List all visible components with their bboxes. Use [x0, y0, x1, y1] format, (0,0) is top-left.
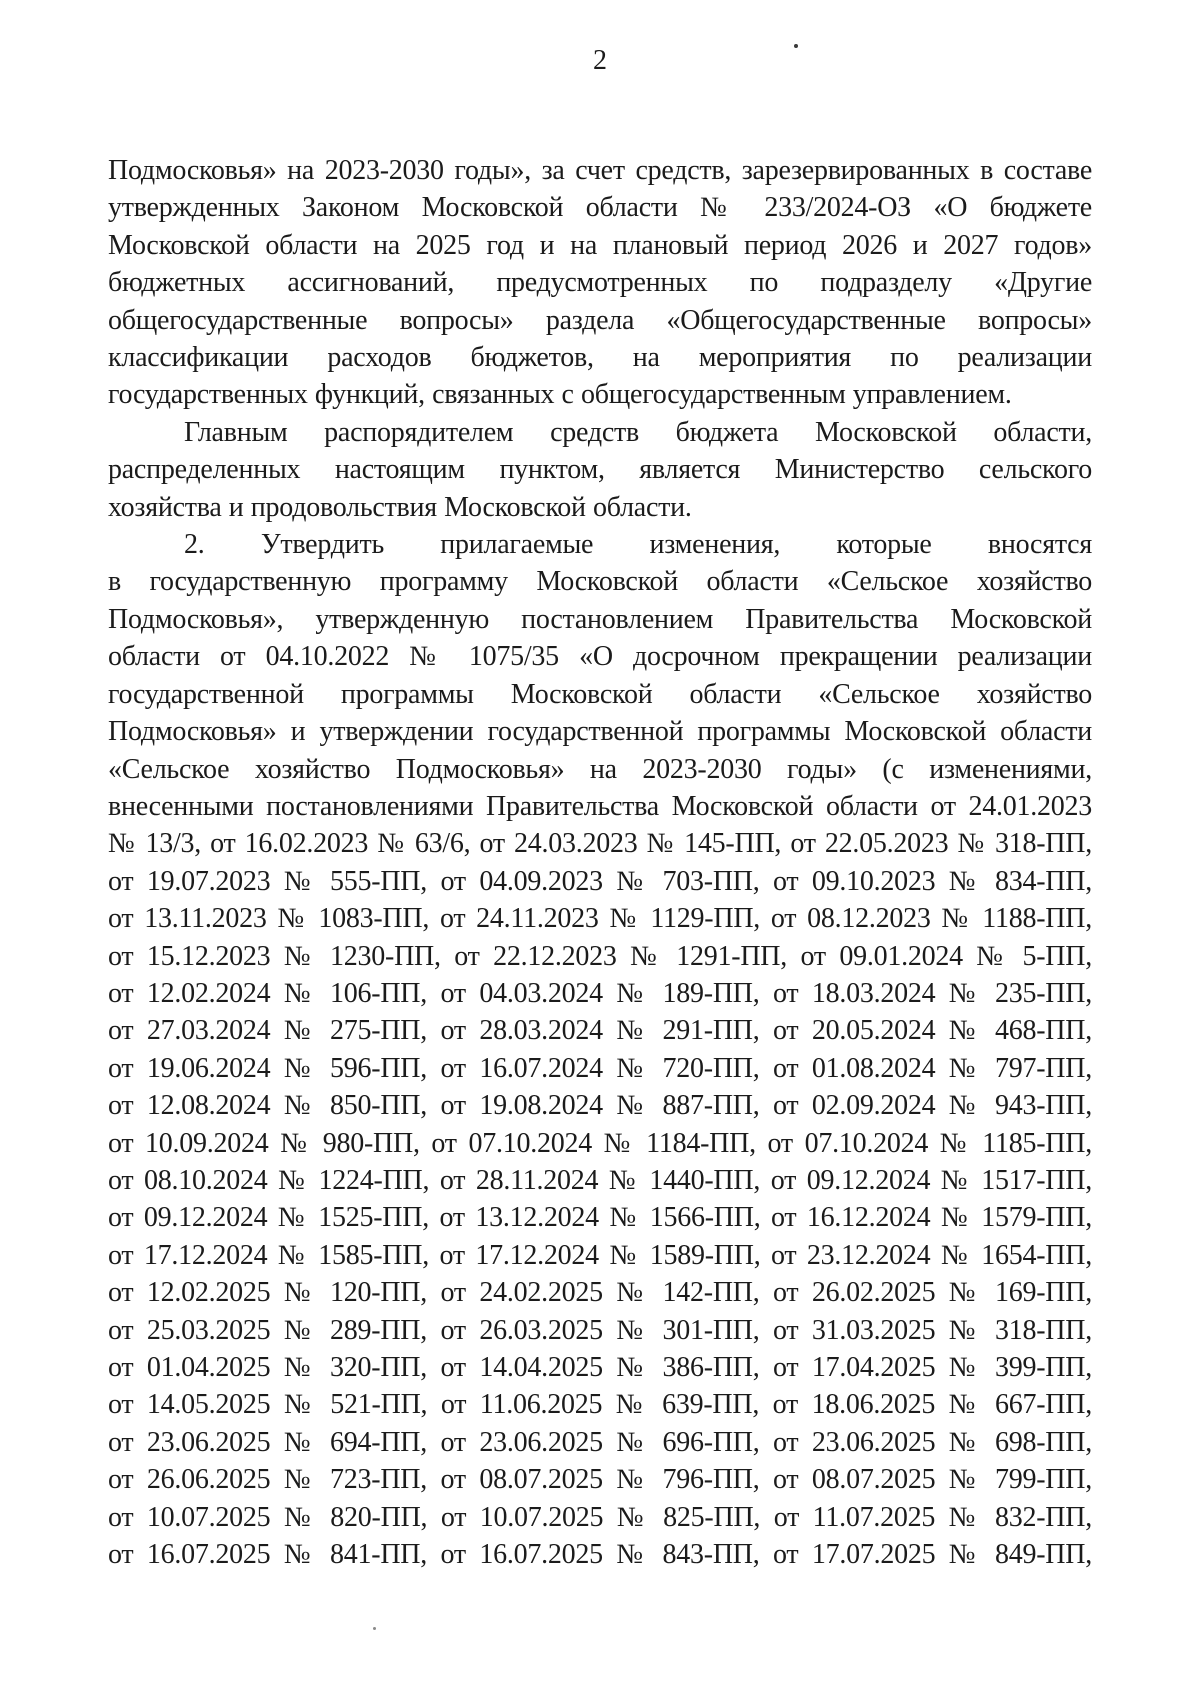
- text-line: распределенных настоящим пунктом, является Министерство сельского: [108, 454, 1092, 486]
- text-line: Главным распорядителем средств бюджета Московской области,: [184, 416, 1092, 448]
- text-line: внесенными постановлениями Правительства Московской области от 24.01.2023: [108, 790, 1092, 822]
- text-line: от 14.05.2025 № 521-ПП, от 11.06.2025 № 639-ПП, от 18.06.2025 № 667-ПП,: [108, 1389, 1092, 1421]
- page-number: 2: [593, 45, 607, 76]
- text-line: № 13/3, от 16.02.2023 № 63/6, от 24.03.2023 № 145-ПП, от 22.05.2023 № 318-ПП,: [108, 828, 1092, 860]
- text-line: от 27.03.2024 № 275-ПП, от 28.03.2024 № 291-ПП, от 20.05.2024 № 468-ПП,: [108, 1015, 1092, 1047]
- text-line: от 01.04.2025 № 320-ПП, от 14.04.2025 № 386-ПП, от 17.04.2025 № 399-ПП,: [108, 1352, 1092, 1383]
- text-line: Московской области на 2025 год и на плановый период 2026 и 2027 годов»: [108, 229, 1092, 261]
- text-line: государственных функций, связанных с общегосударственным управлением.: [108, 379, 1012, 411]
- text-line: государственной программы Московской области «Сельское хозяйство: [108, 678, 1092, 710]
- text-line: от 25.03.2025 № 289-ПП, от 26.03.2025 № 301-ПП, от 31.03.2025 № 318-ПП,: [108, 1314, 1092, 1346]
- text-line: от 13.11.2023 № 1083-ПП, от 24.11.2023 № 1129-ПП, от 08.12.2023 № 1188-ПП,: [108, 903, 1092, 935]
- text-line: от 12.08.2024 № 850-ПП, от 19.08.2024 № 887-ПП, от 02.09.2024 № 943-ПП,: [108, 1090, 1092, 1122]
- text-line: Подмосковья», утвержденную постановлением Правительства Московской: [108, 603, 1092, 635]
- text-line: от 17.12.2024 № 1585-ПП, от 17.12.2024 № 1589-ПП, от 23.12.2024 № 1654-ПП,: [108, 1239, 1092, 1271]
- text-line: области от 04.10.2022 № 1075/35 «О досрочном прекращении реализации: [108, 641, 1092, 673]
- document-body: [108, 152, 1092, 1573]
- text-line: общегосударственные вопросы» раздела «Общегосударственные вопросы»: [108, 304, 1092, 336]
- paragraph-chief-administrator: [108, 414, 1092, 526]
- text-line: от 19.07.2023 № 555-ПП, от 04.09.2023 № 703-ПП, от 09.10.2023 № 834-ПП,: [108, 865, 1092, 897]
- text-line: хозяйства и продовольствия Московской области.: [108, 491, 692, 523]
- text-line: 2. Утвердить прилагаемые изменения, которые вносятся: [184, 529, 1092, 561]
- scan-speck-bottom: [373, 1627, 376, 1630]
- text-line: от 10.09.2024 № 980-ПП, от 07.10.2024 № 1184-ПП, от 07.10.2024 № 1185-ПП,: [108, 1127, 1092, 1159]
- paragraph-reserved-budget-funds: [108, 152, 1092, 414]
- text-line: бюджетных ассигнований, предусмотренных по подразделу «Другие: [108, 267, 1092, 299]
- text-line: от 26.06.2025 № 723-ПП, от 08.07.2025 № 796-ПП, от 08.07.2025 № 799-ПП,: [108, 1464, 1092, 1496]
- text-line: утвержденных Законом Московской области № 233/2024-ОЗ «О бюджете: [108, 192, 1092, 224]
- text-line: от 12.02.2024 № 106-ПП, от 04.03.2024 № 189-ПП, от 18.03.2024 № 235-ПП,: [108, 977, 1092, 1009]
- paragraph-item-2-approve-amendments: [108, 526, 1092, 1573]
- text-line: от 12.02.2025 № 120-ПП, от 24.02.2025 № 142-ПП, от 26.02.2025 № 169-ПП,: [108, 1277, 1092, 1309]
- text-line: от 19.06.2024 № 596-ПП, от 16.07.2024 № 720-ПП, от 01.08.2024 № 797-ПП,: [108, 1052, 1092, 1084]
- text-line: Подмосковья» на 2023-2030 годы», за счет средств, зарезервированных в составе: [108, 155, 1092, 186]
- text-line: в государственную программу Московской области «Сельское хозяйство: [108, 566, 1092, 598]
- text-line: от 15.12.2023 № 1230-ПП, от 22.12.2023 № 1291-ПП, от 09.01.2024 № 5-ПП,: [108, 940, 1092, 972]
- text-line: классификации расходов бюджетов, на мероприятия по реализации: [108, 342, 1092, 374]
- text-line: от 10.07.2025 № 820-ПП, от 10.07.2025 № 825-ПП, от 11.07.2025 № 832-ПП,: [108, 1501, 1092, 1533]
- text-line: «Сельское хозяйство Подмосковья» на 2023-2030 годы» (с изменениями,: [108, 753, 1092, 785]
- scan-speck-top: [794, 44, 798, 48]
- text-line: от 09.12.2024 № 1525-ПП, от 13.12.2024 № 1566-ПП, от 16.12.2024 № 1579-ПП,: [108, 1202, 1092, 1234]
- text-line: от 23.06.2025 № 694-ПП, от 23.06.2025 № 696-ПП, от 23.06.2025 № 698-ПП,: [108, 1426, 1092, 1458]
- text-line: Подмосковья» и утверждении государственной программы Московской области: [108, 716, 1092, 748]
- text-line: от 08.10.2024 № 1224-ПП, от 28.11.2024 № 1440-ПП, от 09.12.2024 № 1517-ПП,: [108, 1164, 1092, 1196]
- text-line: от 16.07.2025 № 841-ПП, от 16.07.2025 № 843-ПП, от 17.07.2025 № 849-ПП,: [108, 1539, 1092, 1571]
